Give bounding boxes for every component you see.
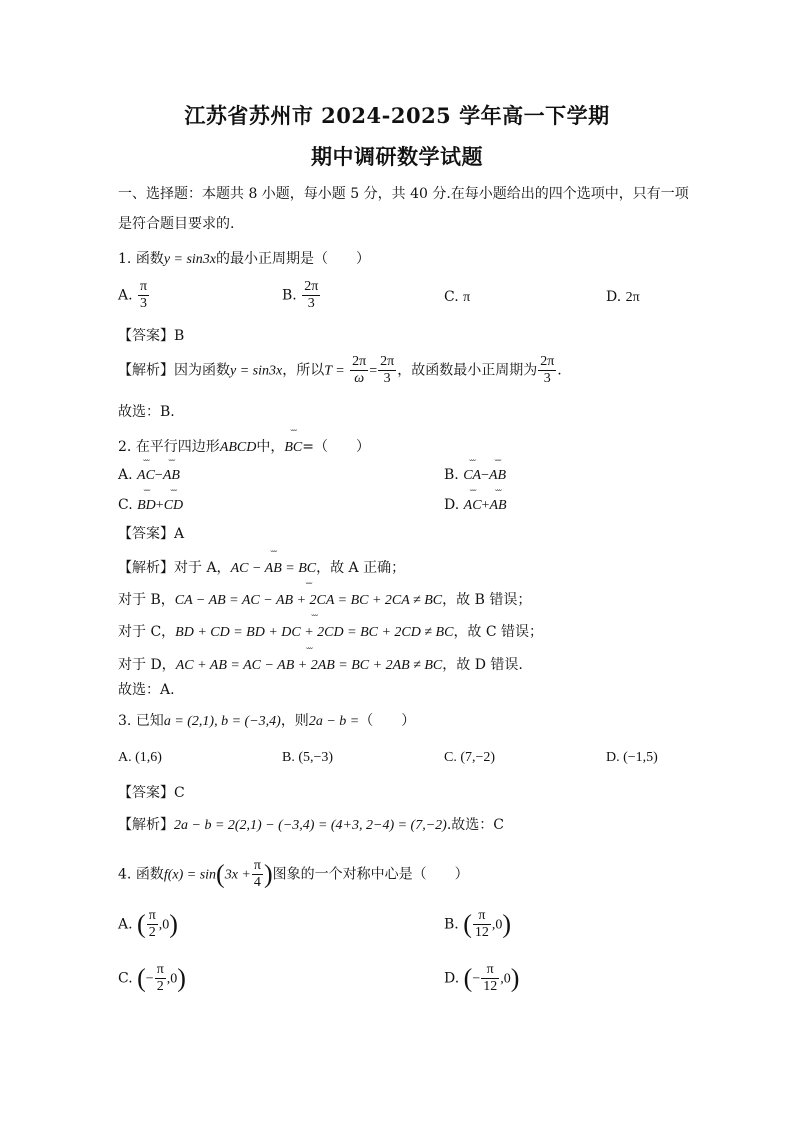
q2-stem: 2. 在平行四边形ABCD中，˘˘˘ BC=（ ） [118, 432, 370, 458]
q1-option-b: B. $\frac{2\pi}{3}$ [282, 279, 319, 311]
q2-analysis-a: 【解析】对于 A，˘˘˘ AC − AB = BC，故 A 正确； [118, 553, 405, 579]
q1-option-a: A. $\frac{\pi}{3}$ [118, 279, 148, 311]
q2-analysis-b: 对于 B，˘˘˘ CA − AB = AC − AB + 2CA = BC + 2CA ≠ BC，故 B 错误； [118, 585, 531, 611]
section-heading-line2: 是符合题目要求的. [118, 216, 235, 232]
q1-answer: 【答案】B [118, 328, 185, 344]
exam-title-line2: 期中调研数学试题 [311, 144, 483, 169]
q3-analysis: 【解析】2a − b = 2(2,1) − (−3,4) = (4+3, 2−4) = (7,−2).故选：C [118, 817, 504, 833]
q3-option-d: D. (−1,5) [606, 750, 658, 765]
q4-option-d: D. (− $\frac{\pi}{12}$ ,0) [444, 962, 520, 994]
q1-option-d: D. 2π [606, 289, 640, 305]
q2-option-a: A. ˘˘˘ AC−˘˘˘ AB [118, 462, 180, 484]
q1-conclusion: 故选：B. [118, 404, 175, 420]
q4-stem: 4. 函数f(x) = sin(3x + $\frac{\pi}{4}$ )图象的一个对称中心是（ ） [118, 858, 469, 890]
q2-answer: 【答案】A [118, 526, 185, 542]
q4-option-c: C. (− $\frac{\pi}{2}$ ,0) [118, 962, 186, 994]
q2-option-b: B. ˘˘˘ CA−˘˘˘ AB [444, 462, 506, 484]
q2-analysis-d: 对于 D，˘˘˘ AC + AB = AC − AB + 2AB = BC + 2AB ≠ BC，故 D 错误. [118, 650, 523, 676]
q2-option-c: C. ˘˘˘ BD+˘˘˘ CD [118, 492, 183, 514]
q3-option-b: B. (5,−3) [282, 750, 334, 765]
q2-conclusion: 故选：A. [118, 682, 175, 698]
q3-stem: 3. 已知a = (2,1), b = (−3,4)，则2a − b =（ ） [118, 713, 416, 729]
q2-analysis-c: 对于 C，˘˘˘ BD + CD = BD + DC + 2CD = BC + 2CD ≠ BC，故 C 错误； [118, 617, 543, 643]
q4-option-b: B. ( $\frac{\pi}{12}$ ,0) [444, 908, 512, 940]
q2-option-d: D. ˘˘˘ AC+˘˘˘ AB [444, 492, 507, 514]
q3-option-a: A. (1,6) [118, 750, 162, 765]
q4-option-a: A. ( $\frac{\pi}{2}$ ,0) [118, 908, 178, 940]
q1-analysis: 【解析】因为函数y = sin3x，所以T = $\frac{2\pi}{\omega}$ = $\frac{2\pi}{3}$ ，故函数最小正周期为 $\frac{2\pi}{3}$ . [118, 354, 562, 386]
q1-function-expr: y = sin3x [163, 252, 217, 267]
q3-answer: 【答案】C [118, 785, 185, 801]
section-heading-line1: 一、选择题：本题共 8 小题，每小题 5 分，共 40 分.在每小题给出的四个选项中，只有一项 [118, 186, 689, 202]
q1-stem: 1. 函数y = sin3x的最小正周期是（ ） [118, 251, 371, 267]
q1-option-c: C. π [444, 289, 471, 305]
exam-title-line1: 江苏省苏州市 2024-2025 学年高一下学期 [184, 103, 610, 128]
q3-option-c: C. (7,−2) [444, 750, 496, 765]
